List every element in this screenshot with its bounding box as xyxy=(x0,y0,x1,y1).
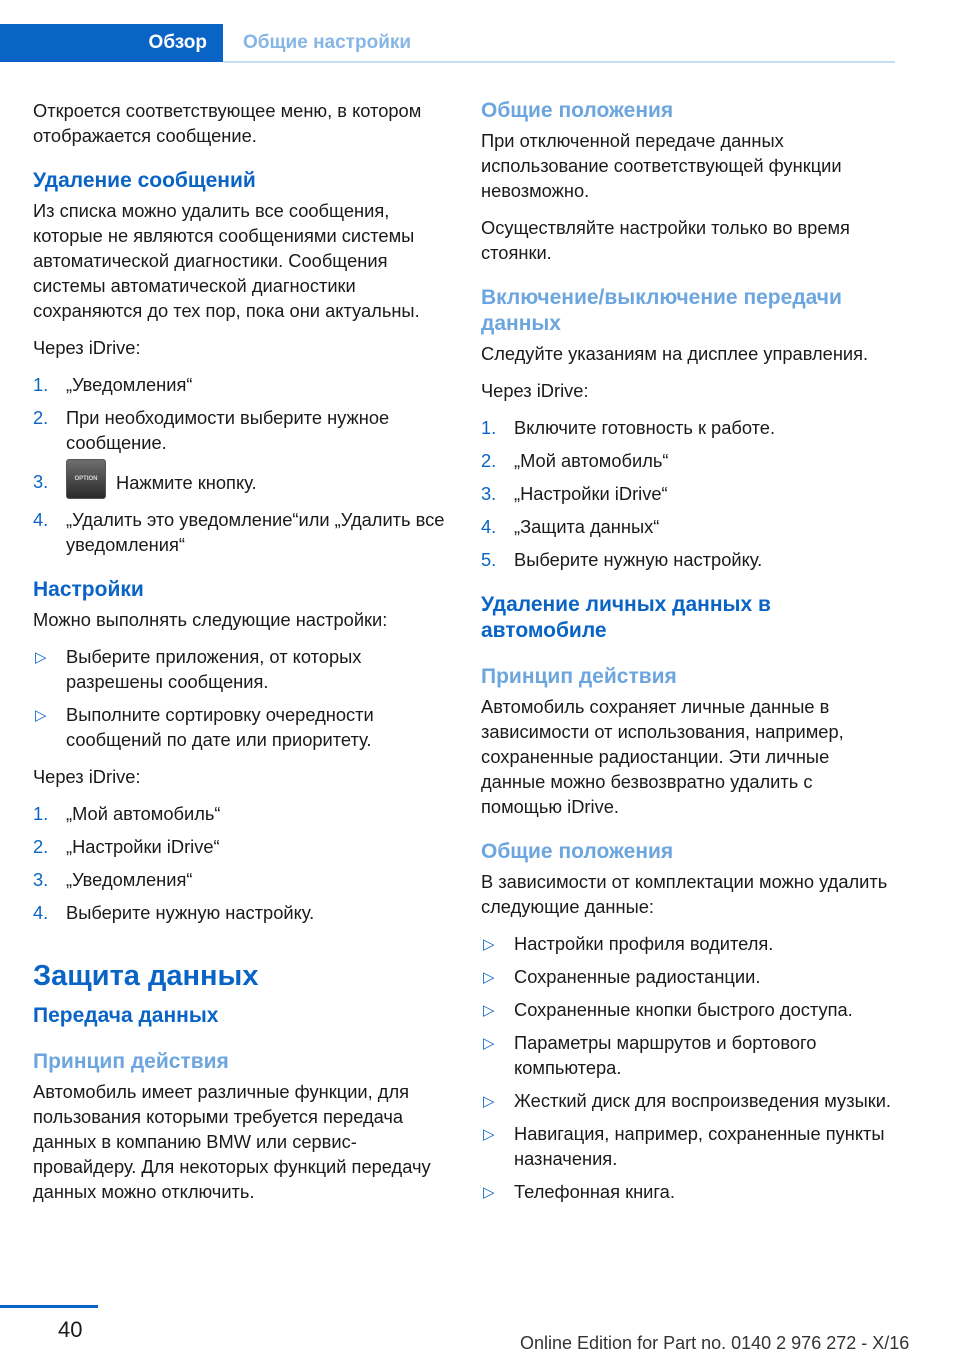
tab-overview[interactable]: Обзор xyxy=(0,24,223,62)
triangle-bullet-icon: ▷ xyxy=(483,969,495,986)
settings-text: Можно выполнять следующие настройки: xyxy=(33,609,388,630)
step-number: 1. xyxy=(33,803,49,824)
principle-heading: Принцип действия xyxy=(33,1050,229,1073)
step-text: Выберите нужную настройку. xyxy=(66,902,315,923)
step-number: 2. xyxy=(33,407,49,428)
list-item xyxy=(481,514,895,539)
left-column xyxy=(33,98,447,1216)
step-number: 5. xyxy=(481,549,497,570)
edition-text: Online Edition for Part no. 0140 2 976 272 - X/16 xyxy=(520,1333,910,1353)
list-item xyxy=(33,801,447,826)
bullet-text: Телефонная книга. xyxy=(514,1181,675,1202)
list-item xyxy=(481,1030,895,1080)
step-text: „Настройки iDrive“ xyxy=(514,483,668,504)
settings-bullets xyxy=(33,644,447,752)
general-text-2: Осуществляйте настройки только во время стоянки. xyxy=(481,217,850,263)
list-item xyxy=(481,481,895,506)
bullet-text: Навигация, например, сохраненные пункты назначения. xyxy=(514,1123,885,1169)
personal-data-heading: Удаление личных данных в автомобиле xyxy=(481,593,771,642)
principle-text: Автомобиль сохраняет личные данные в зависимости от использования, например, сохраненные радиостанции. Эти личные данные можно безвозвратно удалить с помощью iDrive. xyxy=(481,696,844,817)
list-item xyxy=(33,372,447,397)
toggle-transfer-text: Следуйте указаниям на дисплее управления. xyxy=(481,343,869,364)
list-item xyxy=(33,900,447,925)
step-text: „Уведомления“ xyxy=(66,374,193,395)
bullet-text: Сохраненные радиостанции. xyxy=(514,966,761,987)
bullet-text: Выполните сортировку очередности сообщений по дате или приоритету. xyxy=(66,704,374,750)
list-item xyxy=(481,448,895,473)
data-protection-heading: Защита данных xyxy=(33,960,259,992)
triangle-bullet-icon: ▷ xyxy=(483,1002,495,1019)
step-number: 4. xyxy=(33,509,49,530)
step-number: 2. xyxy=(481,450,497,471)
toggle-transfer-heading: Включение/выключение передачи данных xyxy=(481,286,842,335)
triangle-bullet-icon: ▷ xyxy=(483,936,495,953)
step-text: „Защита данных“ xyxy=(514,516,660,537)
general-heading: Общие положения xyxy=(481,99,674,122)
tab-general-settings[interactable]: Общие настройки xyxy=(243,32,412,53)
step-text: Включите готовность к работе. xyxy=(514,417,776,438)
list-item xyxy=(481,964,895,989)
delete-messages-heading: Удаление сообщений xyxy=(33,169,256,192)
step-number: 3. xyxy=(33,471,49,492)
list-item xyxy=(33,834,447,859)
step-text: „Уведомления“ xyxy=(66,869,193,890)
list-item xyxy=(33,405,447,455)
triangle-bullet-icon: ▷ xyxy=(483,1035,495,1052)
settings-heading: Настройки xyxy=(33,578,144,601)
step-text: Выберите нужную настройку. xyxy=(514,549,763,570)
bullet-text: Параметры маршрутов и бортового компьютера. xyxy=(514,1032,817,1078)
header-divider xyxy=(223,61,895,63)
list-item xyxy=(33,644,447,694)
list-item xyxy=(481,547,895,572)
bullet-text: Жесткий диск для воспроизведения музыки. xyxy=(514,1090,892,1111)
list-item xyxy=(481,997,895,1022)
list-item xyxy=(481,931,895,956)
bullet-text: Настройки профиля водителя. xyxy=(514,933,774,954)
list-item xyxy=(481,1121,895,1171)
list-item xyxy=(33,507,447,557)
right-column xyxy=(481,98,895,1216)
general-text-1: При отключенной передаче данных использование соответствующей функции невозможно. xyxy=(481,130,842,201)
bullet-text: Сохраненные кнопки быстрого доступа. xyxy=(514,999,853,1020)
step-number: 1. xyxy=(33,374,49,395)
list-item xyxy=(33,702,447,752)
list-item xyxy=(481,1179,895,1204)
intro-text: Откроется соответствующее меню, в котором отображается сообщение. xyxy=(33,100,422,146)
triangle-bullet-icon: ▷ xyxy=(483,1184,495,1201)
step-number: 3. xyxy=(481,483,497,504)
triangle-bullet-icon: ▷ xyxy=(483,1093,495,1110)
list-item xyxy=(33,867,447,892)
step-number: 2. xyxy=(33,836,49,857)
via-idrive-label: Через iDrive: xyxy=(33,337,141,358)
triangle-bullet-icon: ▷ xyxy=(35,707,47,724)
step-text: При необходимости выберите нужное сообщение. xyxy=(66,407,390,453)
page-header xyxy=(0,24,895,62)
principle-heading: Принцип действия xyxy=(481,665,677,688)
step-text: „Мой автомобиль“ xyxy=(66,803,221,824)
data-transfer-heading: Передача данных xyxy=(33,1004,219,1027)
via-idrive-label: Через iDrive: xyxy=(33,766,141,787)
deletable-data-bullets xyxy=(481,931,895,1204)
step-text: „Настройки iDrive“ xyxy=(66,836,220,857)
option-button-icon: OPTION xyxy=(66,459,106,499)
delete-steps-list xyxy=(33,372,447,557)
settings-steps-list xyxy=(33,801,447,925)
step-text: „Удалить это уведомление“или „Удалить все уведомления“ xyxy=(66,509,445,555)
triangle-bullet-icon: ▷ xyxy=(483,1126,495,1143)
list-item xyxy=(33,469,447,499)
step-number: 4. xyxy=(481,516,497,537)
step-number: 1. xyxy=(481,417,497,438)
toggle-steps-list xyxy=(481,415,895,572)
list-item xyxy=(481,1088,895,1113)
footer-divider xyxy=(0,1305,98,1308)
via-idrive-label: Через iDrive: xyxy=(481,380,589,401)
step-text: Нажмите кнопку. xyxy=(116,471,257,493)
triangle-bullet-icon: ▷ xyxy=(35,649,47,666)
general-heading-2: Общие положения xyxy=(481,840,674,863)
step-text: „Мой автомобиль“ xyxy=(514,450,669,471)
step-number: 3. xyxy=(33,869,49,890)
page-number: 40 xyxy=(58,1317,83,1342)
delete-messages-text: Из списка можно удалить все сообщения, которые не являются сообщениями системы автоматической диагностики. Сообщения системы автоматической диагностики сохраняются до тех пор, пока они актуальны. xyxy=(33,200,420,321)
bullet-text: Выберите приложения, от которых разрешены сообщения. xyxy=(66,646,362,692)
principle-text: Автомобиль имеет различные функции, для пользования которыми требуется передача данных в компанию BMW или сервис-провайдеру. Для некоторых функций передачу данных можно отключить. xyxy=(33,1081,431,1202)
list-item xyxy=(481,415,895,440)
step-number: 4. xyxy=(33,902,49,923)
general-text-3: В зависимости от комплектации можно удалить следующие данные: xyxy=(481,871,888,917)
